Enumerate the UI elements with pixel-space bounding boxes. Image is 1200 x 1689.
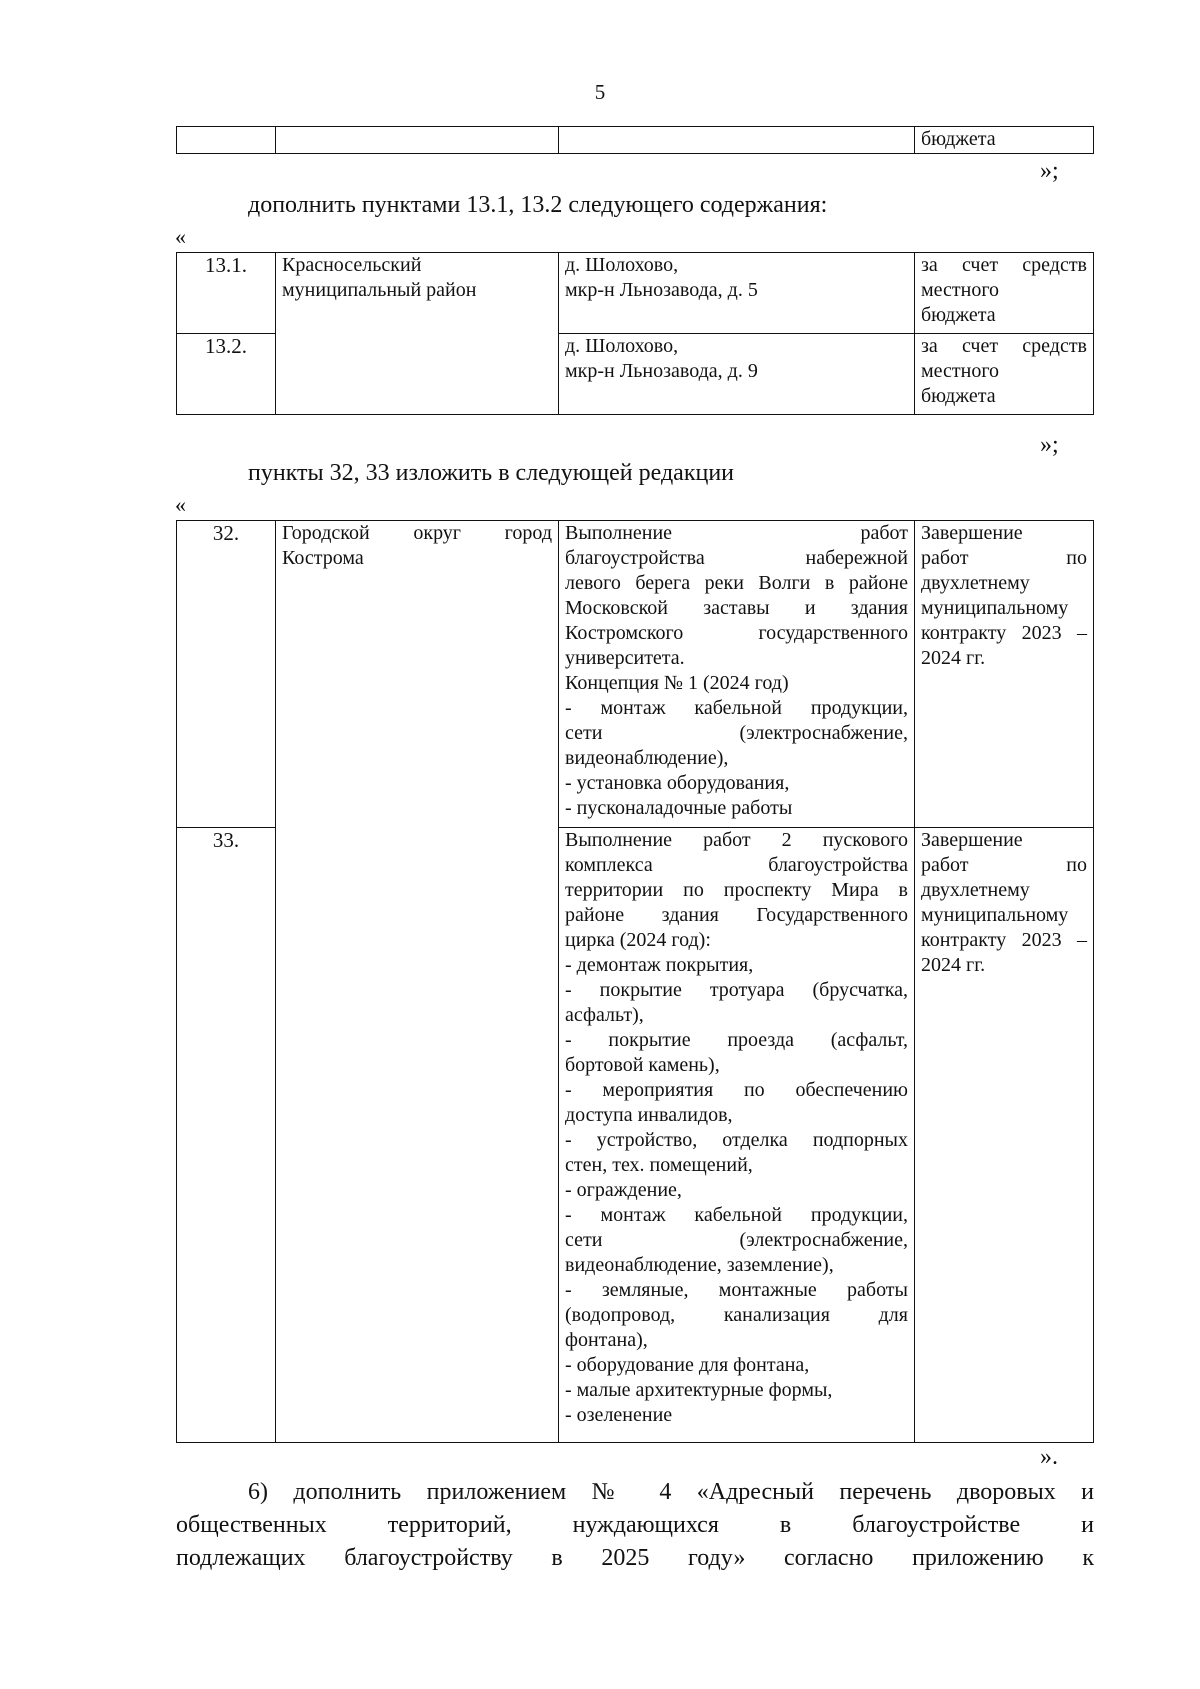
final-paragraph [176, 1476, 1094, 1575]
address-cell [559, 334, 915, 415]
table-continuation [176, 126, 1094, 154]
cell-line: Завершение [921, 522, 1023, 544]
cell-line: контракту 2023 – [921, 929, 1087, 951]
address-line: д. Шолохово, [565, 254, 679, 276]
intro-paragraph: пункты 32, 33 изложить в следующей редакции [248, 460, 735, 486]
funding-line: местного [921, 360, 1000, 382]
cell-line: левого берега реки Волги в районе [565, 572, 908, 594]
row-number: 13.1. [177, 253, 276, 334]
table-items-32-33 [176, 520, 1094, 1443]
paragraph-line: общественных территорий, нуждающихся в благоустройстве и [176, 1512, 1094, 1538]
cell-line: контракту 2023 – [921, 622, 1087, 644]
cell-line: - озеленение [565, 1404, 673, 1426]
cell-line: - покрытие тротуара (брусчатка, [565, 979, 908, 1001]
table-cell-funding: бюджета [915, 127, 1094, 154]
cell-line: 2024 гг. [921, 954, 986, 976]
cell-line: Выполнение работ 2 пускового [565, 829, 908, 851]
address-line: мкр-н Льнозавода, д. 5 [565, 279, 758, 301]
cell-line: сети (электроснабжение, [565, 722, 908, 744]
cell-line: - установка оборудования, [565, 772, 790, 794]
cell-line: - монтаж кабельной продукции, [565, 1204, 908, 1226]
closing-quote-mark: »; [1040, 158, 1059, 184]
cell-line: университета. [565, 647, 685, 669]
status-cell [915, 521, 1094, 828]
cell-line: работ по [921, 547, 1087, 569]
district-line: Городской округ город [282, 522, 552, 544]
cell-line: двухлетнему [921, 572, 1030, 594]
cell-line: стен, тех. помещений, [565, 1154, 753, 1176]
funding-line: за счет средств [921, 335, 1087, 357]
row-number: 32. [177, 521, 276, 828]
cell-line: Завершение [921, 829, 1023, 851]
cell-line: - пусконаладочные работы [565, 797, 793, 819]
closing-quote-mark: »; [1040, 432, 1059, 458]
table-row [177, 127, 1094, 154]
district-cell [276, 521, 559, 1443]
address-line: д. Шолохово, [565, 335, 679, 357]
cell-line: видеонаблюдение), [565, 747, 729, 769]
district-line: муниципальный район [282, 279, 477, 301]
cell-line: - устройство, отделка подпорных [565, 1129, 908, 1151]
cell-line: - демонтаж покрытия, [565, 954, 754, 976]
cell-line: - оборудование для фонтана, [565, 1354, 810, 1376]
funding-line: местного [921, 279, 1000, 301]
cell-line: благоустройства набережной [565, 547, 908, 569]
paragraph-line: подлежащих благоустройству в 2025 году» согласно приложению к [176, 1545, 1094, 1571]
status-cell [915, 828, 1094, 1443]
opening-quote-mark: « [175, 492, 186, 517]
table-row [177, 253, 1094, 334]
cell-line: - мероприятия по обеспечению [565, 1079, 908, 1101]
cell-line: бортовой камень), [565, 1054, 720, 1076]
cell-line: фонтана), [565, 1329, 648, 1351]
cell-line: Концепция № 1 (2024 год) [565, 672, 789, 694]
cell-line: двухлетнему [921, 879, 1030, 901]
row-number: 33. [177, 828, 276, 1443]
cell-line: видеонаблюдение, заземление), [565, 1254, 834, 1276]
cell-line: - земляные, монтажные работы [565, 1279, 908, 1301]
cell-line: - малые архитектурные формы, [565, 1379, 833, 1401]
cell-line: сети (электроснабжение, [565, 1229, 908, 1251]
funding-cell [915, 334, 1094, 415]
table-cell [177, 127, 276, 154]
cell-line: Московской заставы и здания [565, 597, 908, 619]
opening-quote-mark: « [175, 224, 186, 249]
district-line: Кострома [282, 547, 364, 569]
table-cell [276, 127, 559, 154]
cell-line: районе здания Государственного [565, 904, 908, 926]
work-description-cell [559, 521, 915, 828]
intro-paragraph: дополнить пунктами 13.1, 13.2 следующего содержания: [248, 192, 828, 218]
cell-line: работ по [921, 854, 1087, 876]
table-items-13 [176, 252, 1094, 415]
paragraph-line: 6) дополнить приложением № 4 «Адресный перечень дворовых и [248, 1479, 1094, 1505]
row-number: 13.2. [177, 334, 276, 415]
cell-line: муниципальному [921, 597, 1069, 619]
address-cell [559, 253, 915, 334]
funding-line: бюджета [921, 385, 996, 407]
cell-line: цирка (2024 год): [565, 929, 711, 951]
cell-line: Костромского государственного [565, 622, 908, 644]
cell-line: Выполнение работ [565, 522, 908, 544]
page-number: 5 [594, 80, 606, 104]
district-line: Красносельский [282, 254, 422, 276]
cell-line: - монтаж кабельной продукции, [565, 697, 908, 719]
cell-line: - ограждение, [565, 1179, 682, 1201]
cell-line: доступа инвалидов, [565, 1104, 733, 1126]
closing-quote-mark: ». [1040, 1444, 1058, 1470]
cell-line: (водопровод, канализация для [565, 1304, 908, 1326]
cell-line: - покрытие проезда (асфальт, [565, 1029, 908, 1051]
cell-line: асфальт), [565, 1004, 644, 1026]
funding-cell [915, 253, 1094, 334]
district-cell [276, 253, 559, 415]
funding-line: бюджета [921, 304, 996, 326]
table-row [177, 521, 1094, 828]
cell-line: комплекса благоустройства [565, 854, 908, 876]
funding-line: за счет средств [921, 254, 1087, 276]
cell-line: территории по проспекту Мира в [565, 879, 908, 901]
work-description-cell [559, 828, 915, 1443]
cell-line: 2024 гг. [921, 647, 986, 669]
table-cell [559, 127, 915, 154]
cell-line: муниципальному [921, 904, 1069, 926]
address-line: мкр-н Льнозавода, д. 9 [565, 360, 758, 382]
